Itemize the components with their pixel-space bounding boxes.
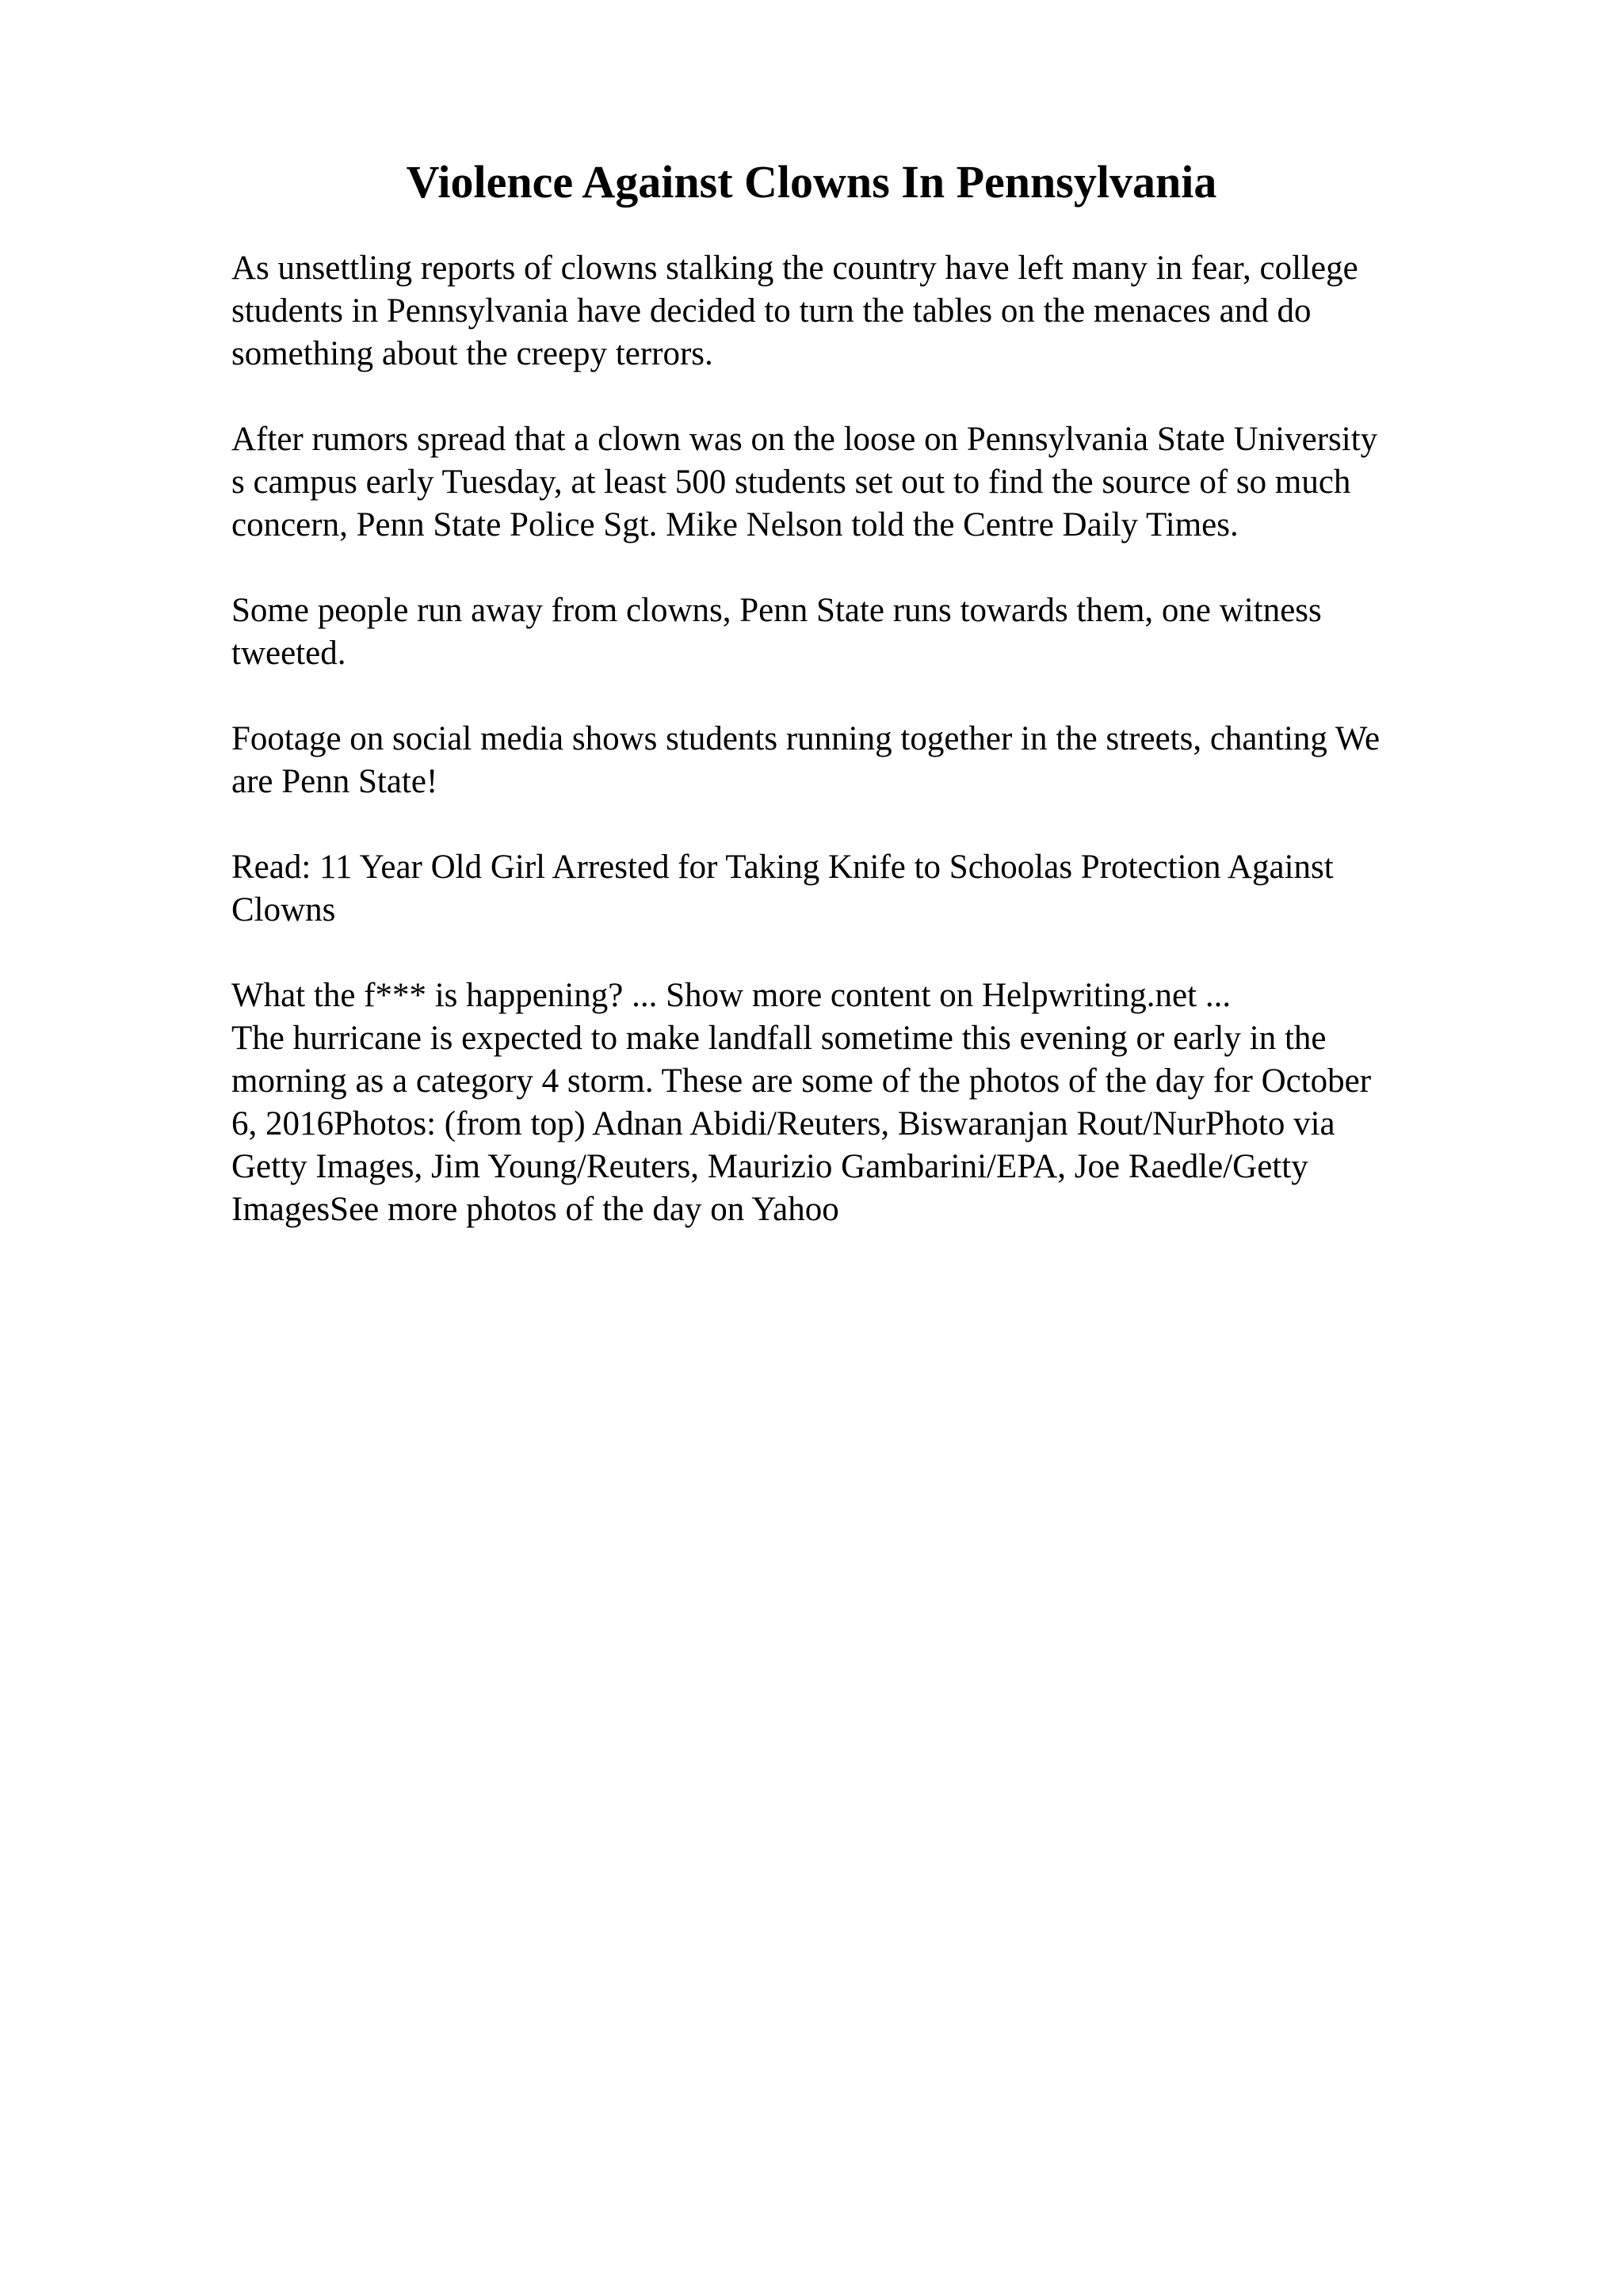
paragraph-line: 6, 2016Photos: (from top) Adnan Abidi/Reuters, Biswaranjan Rout/NurPhoto via bbox=[231, 1105, 1335, 1142]
paragraph-4 bbox=[231, 718, 1515, 803]
paragraph-line: s campus early Tuesday, at least 500 students set out to find the source of so much bbox=[231, 463, 1351, 501]
paragraph-line: As unsettling reports of clowns stalking the country have left many in fear, college bbox=[231, 250, 1358, 287]
paragraph-line: What the f*** is happening? ... Show more content on Helpwriting.net ... bbox=[231, 977, 1232, 1014]
document-title: Violence Against Clowns In Pennsylvania bbox=[406, 156, 1217, 208]
document-body bbox=[231, 247, 1515, 1231]
paragraph-line: are Penn State! bbox=[231, 763, 438, 800]
paragraph-line: The hurricane is expected to make landfall sometime this evening or early in the bbox=[231, 1020, 1327, 1057]
paragraph-line: morning as a category 4 storm. These are some of the photos of the day for October bbox=[231, 1062, 1372, 1100]
paragraph-line: Read: 11 Year Old Girl Arrested for Taking Knife to Schoolas Protection Against bbox=[231, 849, 1334, 886]
paragraph-line: concern, Penn State Police Sgt. Mike Nelson told the Centre Daily Times. bbox=[231, 506, 1239, 543]
paragraph-2 bbox=[231, 418, 1515, 547]
paragraph-line: After rumors spread that a clown was on the loose on Pennsylvania State University bbox=[231, 421, 1378, 458]
paragraph-line: tweeted. bbox=[231, 635, 346, 672]
paragraph-line: Clowns bbox=[231, 891, 336, 929]
paragraph-6 bbox=[231, 974, 1515, 1231]
paragraph-line: ImagesSee more photos of the day on Yahoo bbox=[231, 1191, 839, 1228]
paragraph-line: Getty Images, Jim Young/Reuters, Maurizio Gambarini/EPA, Joe Raedle/Getty bbox=[231, 1148, 1308, 1185]
paragraph-1 bbox=[231, 247, 1515, 376]
paragraph-line: Footage on social media shows students running together in the streets, chanting We bbox=[231, 720, 1381, 757]
paragraph-5 bbox=[231, 846, 1515, 932]
paragraph-line: something about the creepy terrors. bbox=[231, 335, 713, 372]
paragraph-line: Some people run away from clowns, Penn State runs towards them, one witness bbox=[231, 592, 1322, 629]
paragraph-3 bbox=[231, 589, 1515, 675]
paragraph-line: students in Pennsylvania have decided to turn the tables on the menaces and do bbox=[231, 292, 1312, 330]
